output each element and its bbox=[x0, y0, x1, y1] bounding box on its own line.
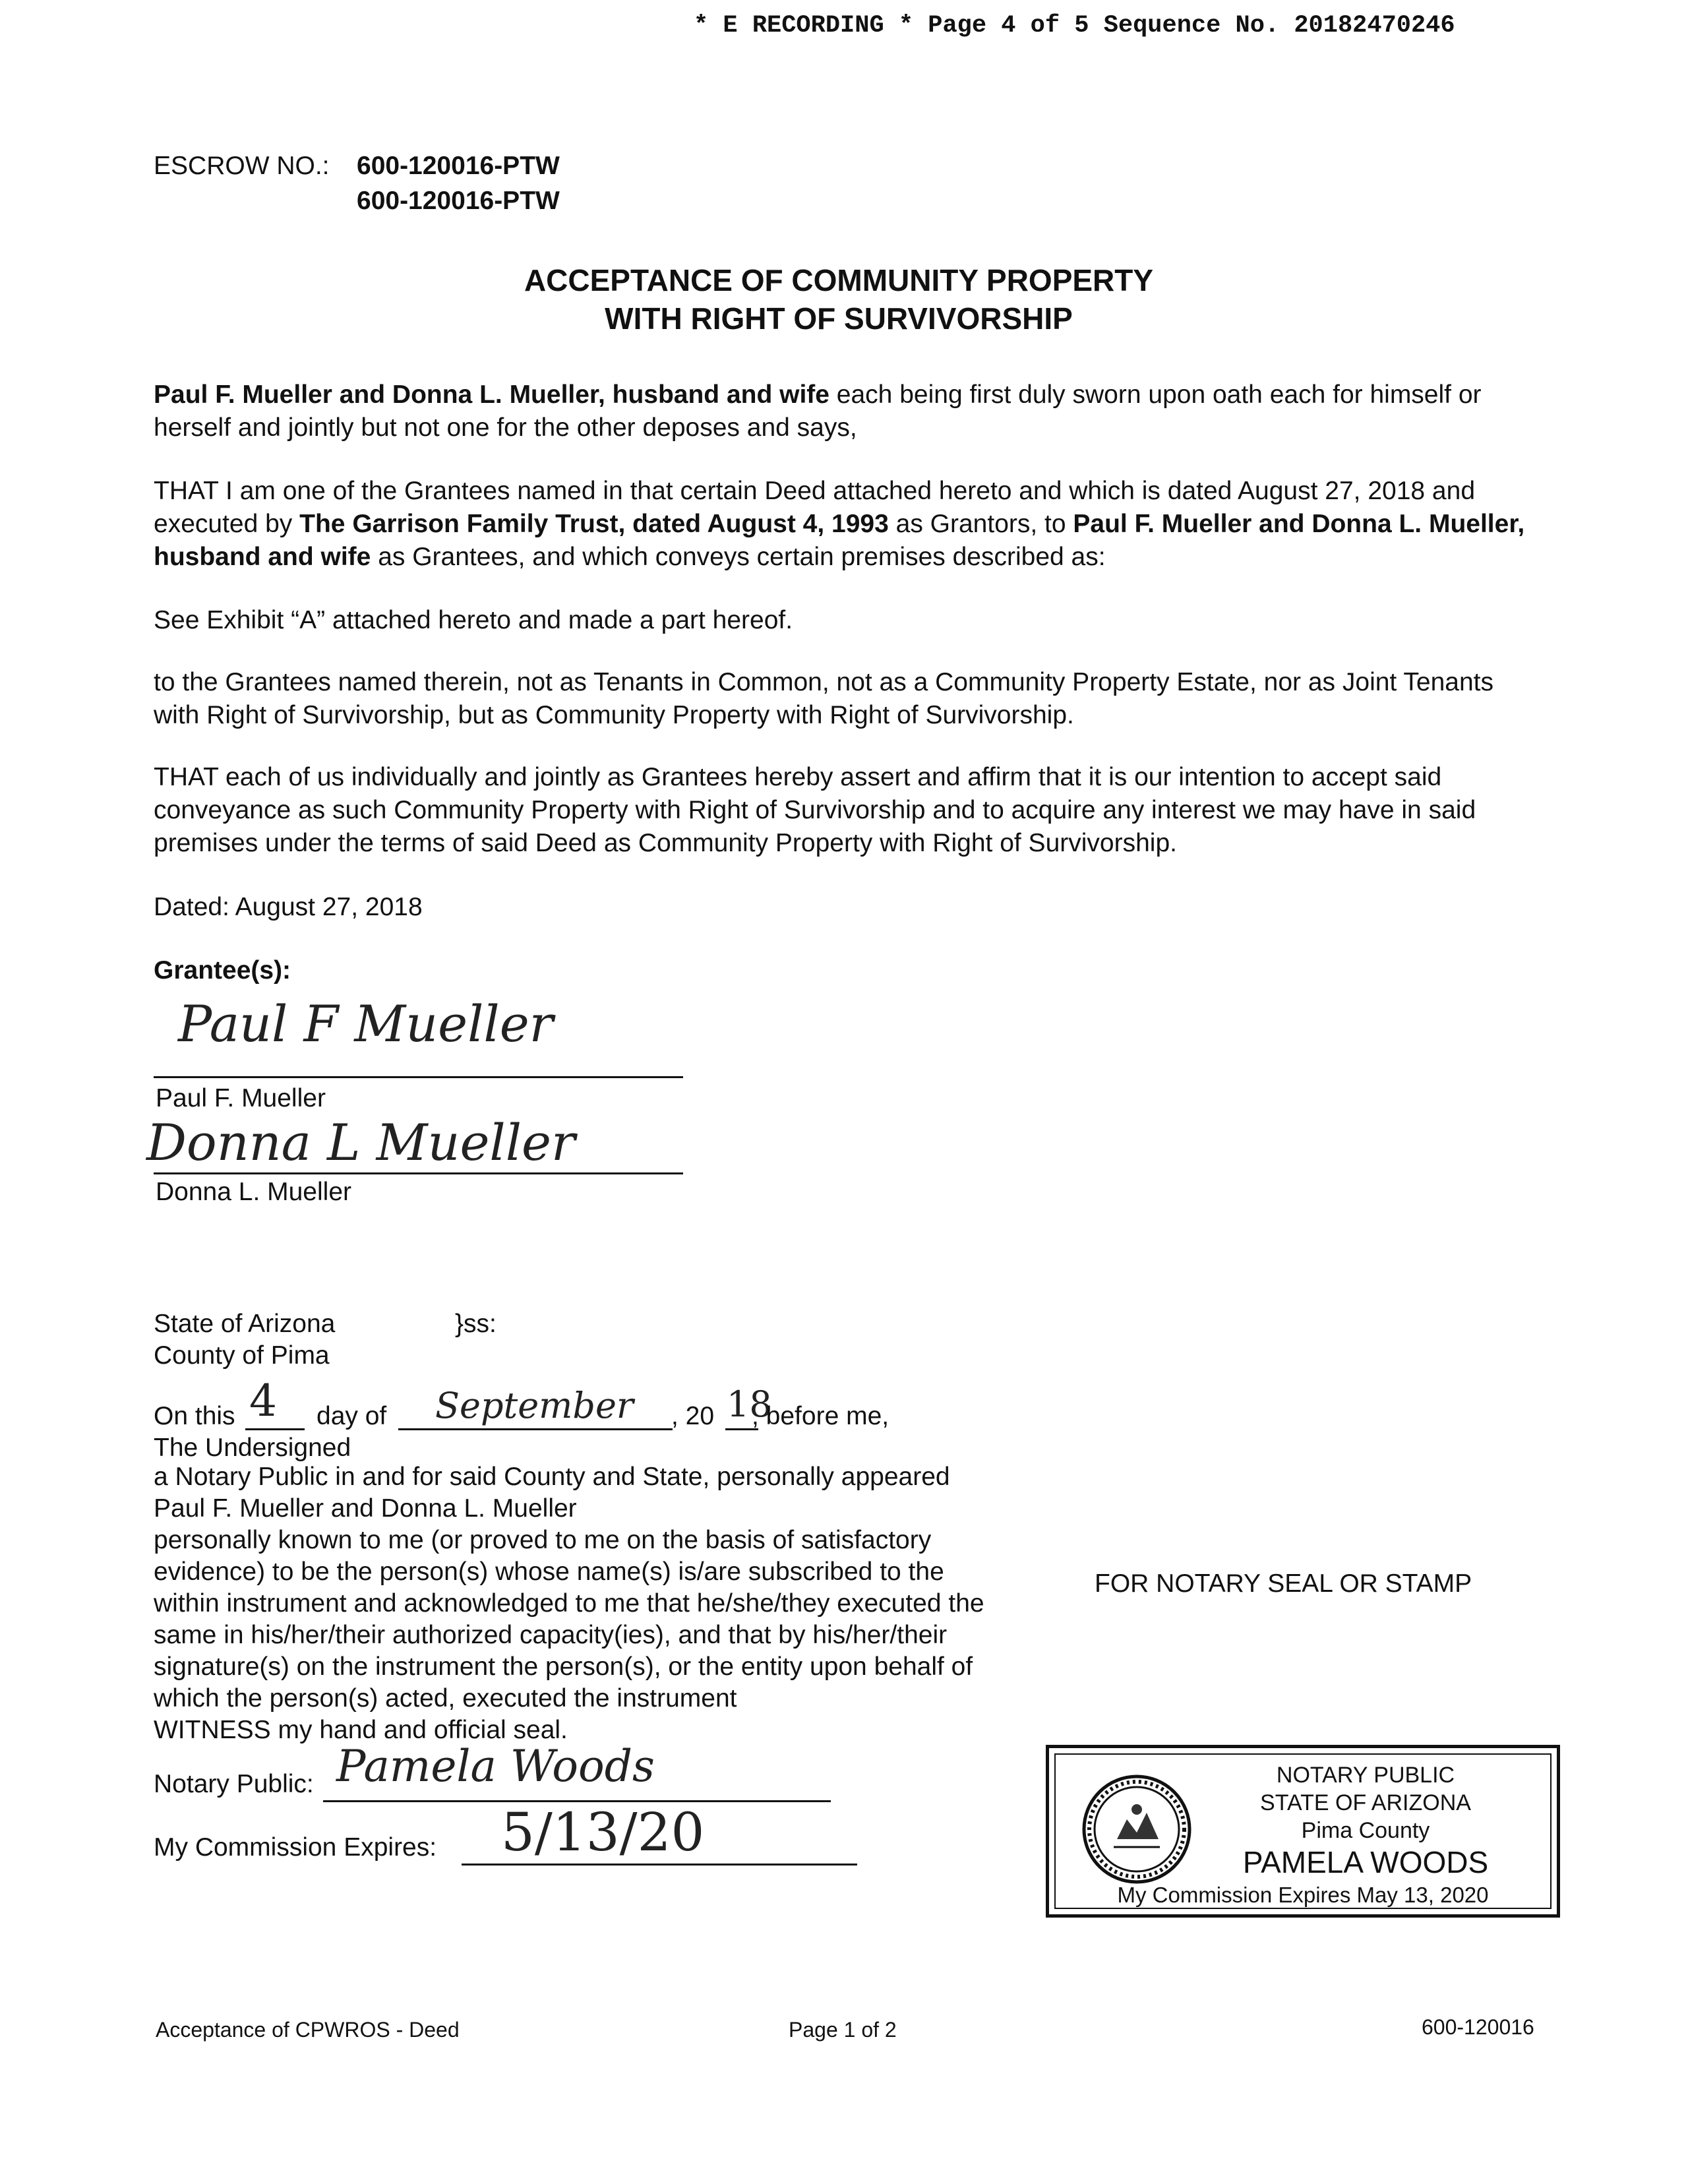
notary-line: personally known to me (or proved to me on the basis of satisfactory bbox=[154, 1526, 932, 1554]
notary-line: same in his/her/their authorized capacity(ies), and that by his/her/their bbox=[154, 1621, 948, 1649]
notary-ss: }ss: bbox=[455, 1310, 497, 1338]
notary-line: evidence) to be the person(s) whose name(s) is/are subscribed to the bbox=[154, 1558, 944, 1586]
notary-line: a Notary Public in and for said County and State, personally appeared bbox=[154, 1463, 950, 1491]
notary-line: within instrument and acknowledged to me that he/she/they executed the bbox=[154, 1589, 984, 1618]
commission-label: My Commission Expires: bbox=[154, 1833, 437, 1862]
stamp-commission-expires: My Commission Expires May 13, 2020 bbox=[1117, 1883, 1489, 1907]
stamp-state: STATE OF ARIZONA bbox=[1260, 1790, 1471, 1815]
month-blank bbox=[398, 1428, 673, 1430]
notary-seal-icon bbox=[1081, 1773, 1193, 1885]
escrow-number-repeat: 600-120016-PTW bbox=[357, 187, 560, 215]
on-this-label: On this bbox=[154, 1402, 235, 1430]
stamp-notary-name: PAMELA WOODS bbox=[1242, 1845, 1489, 1879]
recording-header: * E RECORDING * Page 4 of 5 Sequence No. 20182470246 bbox=[694, 12, 1455, 40]
notary-line: WITNESS my hand and official seal. bbox=[154, 1716, 568, 1744]
grantee-names-bold: Paul F. Mueller and Donna L. Mueller, husband and wife bbox=[154, 380, 829, 409]
notary-stamp bbox=[1046, 1745, 1560, 1918]
oath-text: each being first duly sworn upon oath each for himself or herself and jointly but not one for the other deposes and says, bbox=[154, 380, 1482, 442]
day-blank bbox=[245, 1428, 305, 1430]
before-me-label: , before me, bbox=[752, 1402, 889, 1430]
stamp-title: NOTARY PUBLIC bbox=[1276, 1763, 1455, 1788]
notary-line: Paul F. Mueller and Donna L. Mueller bbox=[154, 1494, 577, 1523]
year-handwritten: 18 bbox=[727, 1383, 772, 1425]
notary-line: which the person(s) acted, executed the instrument bbox=[154, 1684, 737, 1713]
grantee-1-signature: Paul F Mueller bbox=[178, 994, 553, 1053]
grantees-label: Grantee(s): bbox=[154, 956, 291, 985]
commission-handwritten: 5/13/20 bbox=[501, 1802, 705, 1863]
exhibit-paragraph: See Exhibit “A” attached hereto and made a part hereof. bbox=[154, 606, 793, 634]
deed-text-3: as Grantees, and which conveys certain premises described as: bbox=[371, 543, 1106, 571]
day-of-label: day of bbox=[316, 1402, 387, 1430]
deed-paragraph bbox=[154, 475, 1535, 574]
dated-line: Dated: August 27, 2018 bbox=[154, 893, 423, 921]
notary-state: State of Arizona bbox=[154, 1310, 336, 1338]
deed-text-1: THAT I am one of the Grantees named in that certain Deed attached hereto and which is dated August 27, 2018 and executed by bbox=[154, 477, 1476, 538]
year-prefix: , 20 bbox=[671, 1402, 715, 1430]
grantee-2-name: Donna L. Mueller bbox=[156, 1178, 351, 1206]
title-line-1: ACCEPTANCE OF COMMUNITY PROPERTY bbox=[524, 263, 1154, 297]
day-handwritten: 4 bbox=[249, 1376, 277, 1426]
affirmation-paragraph: THAT each of us individually and jointly as Grantees hereby assert and affirm that it is our intention to accept said conveyance as such Community Property with Right of Survivorship and to acquire any interest we may have in said premises under the terms of said Deed as Community Property with Right of Survivorship. bbox=[154, 763, 1476, 857]
footer-page-number: Page 1 of 2 bbox=[789, 2018, 897, 2042]
title-line-2: WITH RIGHT OF SURVIVORSHIP bbox=[605, 301, 1073, 336]
oath-paragraph bbox=[154, 379, 1535, 444]
notary-county: County of Pima bbox=[154, 1341, 330, 1370]
grantee-names: Paul F. Mueller and Donna L. Mueller, husband and wife bbox=[154, 510, 1525, 571]
notary-acknowledgment bbox=[154, 1461, 984, 1746]
grantee-1-name: Paul F. Mueller bbox=[156, 1084, 326, 1112]
stamp-county: Pima County bbox=[1301, 1818, 1430, 1843]
grantee-2-signature: Donna L Mueller bbox=[146, 1113, 576, 1172]
escrow-label: ESCROW NO.: bbox=[154, 152, 330, 180]
notary-public-label: Notary Public: bbox=[154, 1770, 314, 1798]
grantor-name: The Garrison Family Trust, dated August 4, 1993 bbox=[299, 510, 889, 538]
tenancy-paragraph: to the Grantees named therein, not as Tenants in Common, not as a Community Property Estate, nor as Joint Tenants with Right of Survivorship, but as Community Property with Right of Survivorship. bbox=[154, 668, 1493, 729]
commission-line bbox=[462, 1864, 857, 1866]
undersigned-line: The Undersigned bbox=[154, 1434, 351, 1462]
notary-line: signature(s) on the instrument the person(s), or the entity upon behalf of bbox=[154, 1653, 973, 1681]
deed-text-2: as Grantors, to bbox=[888, 510, 1073, 538]
notary-signature: Pamela Woods bbox=[336, 1741, 655, 1792]
grantee-2-signature-line bbox=[154, 1172, 683, 1174]
month-handwritten: September bbox=[435, 1385, 634, 1426]
escrow-number: 600-120016-PTW bbox=[357, 152, 560, 180]
footer-right: 600-120016 bbox=[1422, 2015, 1534, 2039]
footer-left: Acceptance of CPWROS - Deed bbox=[156, 2018, 460, 2042]
grantee-1-signature-line bbox=[154, 1076, 683, 1078]
notary-seal-label: FOR NOTARY SEAL OR STAMP bbox=[1095, 1569, 1472, 1598]
document-title bbox=[0, 261, 1688, 338]
